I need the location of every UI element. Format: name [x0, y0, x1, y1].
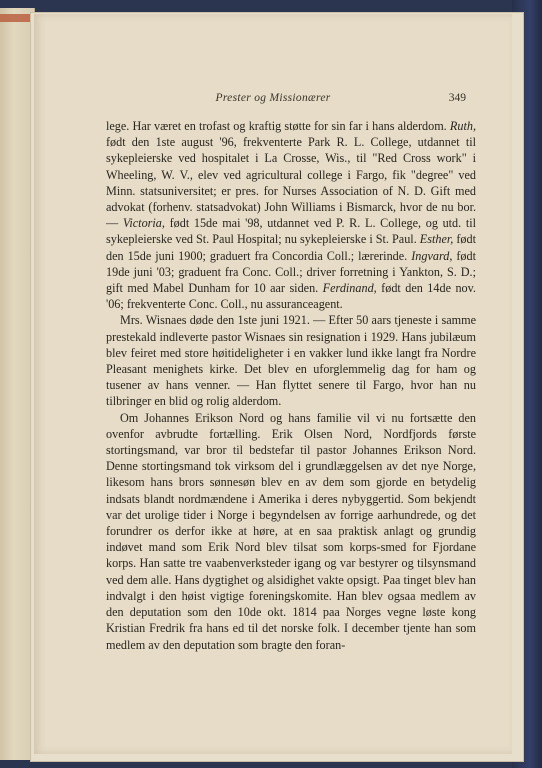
spine-ribbon	[0, 14, 30, 22]
text-run: født den 14de nov. '06; frekventerte Conc. Coll., nu assuranceagent.	[106, 281, 476, 312]
paragraph-3	[106, 410, 476, 653]
child-name: Ruth,	[449, 119, 476, 133]
page-number: 349	[448, 92, 466, 104]
child-name: Victoria,	[122, 216, 165, 231]
child-name: Ferdinand,	[322, 281, 377, 296]
body-text	[106, 118, 476, 653]
text-run: født 19de juni '03; graduent fra Conc. Coll.; driver forretning i Yankton, S. D.; gift med Mabel Dunham for 10 aar siden.	[106, 248, 476, 296]
text-run: født den 1ste august '96, frekventerte Park R. L. College, utdannet til sykepleierske ved hospitalet i La Crosse, Wis., til "Red Cross work" i Wheeling, W. V., elev ved agricultural college i Fargo, fik "degree" ved Minn. statsuniversitet; er pres. for Nurses Association of N. D. Gift med advokat (forhenv. statsadvokat) John Williams i Bismarck, hvor de nu bor. —	[106, 135, 476, 231]
running-title: Prester og Missionærer	[215, 92, 331, 104]
paragraph-2	[106, 312, 476, 409]
text-run: lege. Har været en trofast og kraftig støtte for sin far i hans alderdom.	[106, 119, 450, 133]
page-header	[34, 92, 512, 108]
text-run: Mrs. Wisnaes døde den 1ste juni 1921. — Efter 50 aars tjeneste i samme prestekald indleverte pastor Wisnaes sin resignation i 1929. Hans jubilæum blev feiret med store høitideligheter i en vakker lund ikke langt fra Nordre Pleasant menighets kirke. Det blev en uforglemmelig dag for ham og tusener av hans venner. — Han flyttet senere til Fargo, hvor han nu tilbringer en blid og rolig alderdom.	[106, 313, 476, 409]
text-run: Om Johannes Erikson Nord og hans familie vil vi nu fortsætte den ovenfor avbrudte fortælling. Erik Olsen Nord, Nordfjords første stortingsmand, var bror til bedstefar til pastor Johannes Erikson Nord. Denne stortingsmand tok virksom del i grundlæggelsen av det nye Norge, likesom hans brors sønnesøn blev en av dem som gjorde en betydelig indsats blandt nordmændene i Amerika i deres nybyggertid. Som bekjendt var det urolige tider i Norge i begyndelsen av forrige aarhundrede, og det forundrer os derfor ikke at høre, at en saa praktisk anlagt og grundig indøvet mand som Erik Nord blev tilsat som korps-smed for Fjordane korps. Han satte tre vaabenverksteder igang og var bestyrer og tilsynsmand ved dem alle. Hans dygtighet og alsidighet vakte opsigt. Paa tinget blev han indvalgt i den høist vigtige foreningskomite. Han blev ogsaa medlem av den deputation som den 10de okt. 1814 paa Norges vegne løste kong Kristian Fredrik fra hans ed til det norske folk. I december tjente han som medlem av den deputation som bragte den foran-	[106, 410, 476, 652]
paragraph-1	[106, 118, 476, 312]
text-run: født den 15de juni 1900; graduert fra Concordia Coll.; lærerinde.	[106, 232, 476, 263]
book-page	[34, 14, 512, 754]
child-name: Esther,	[419, 232, 454, 247]
text-run: født 15de mai '98, utdannet ved P. R. L. College, og utd. til sykepleierske ved St. Paul Hospital; nu sykepleierske i St. Paul.	[106, 216, 477, 247]
child-name: Ingvard,	[411, 248, 453, 263]
